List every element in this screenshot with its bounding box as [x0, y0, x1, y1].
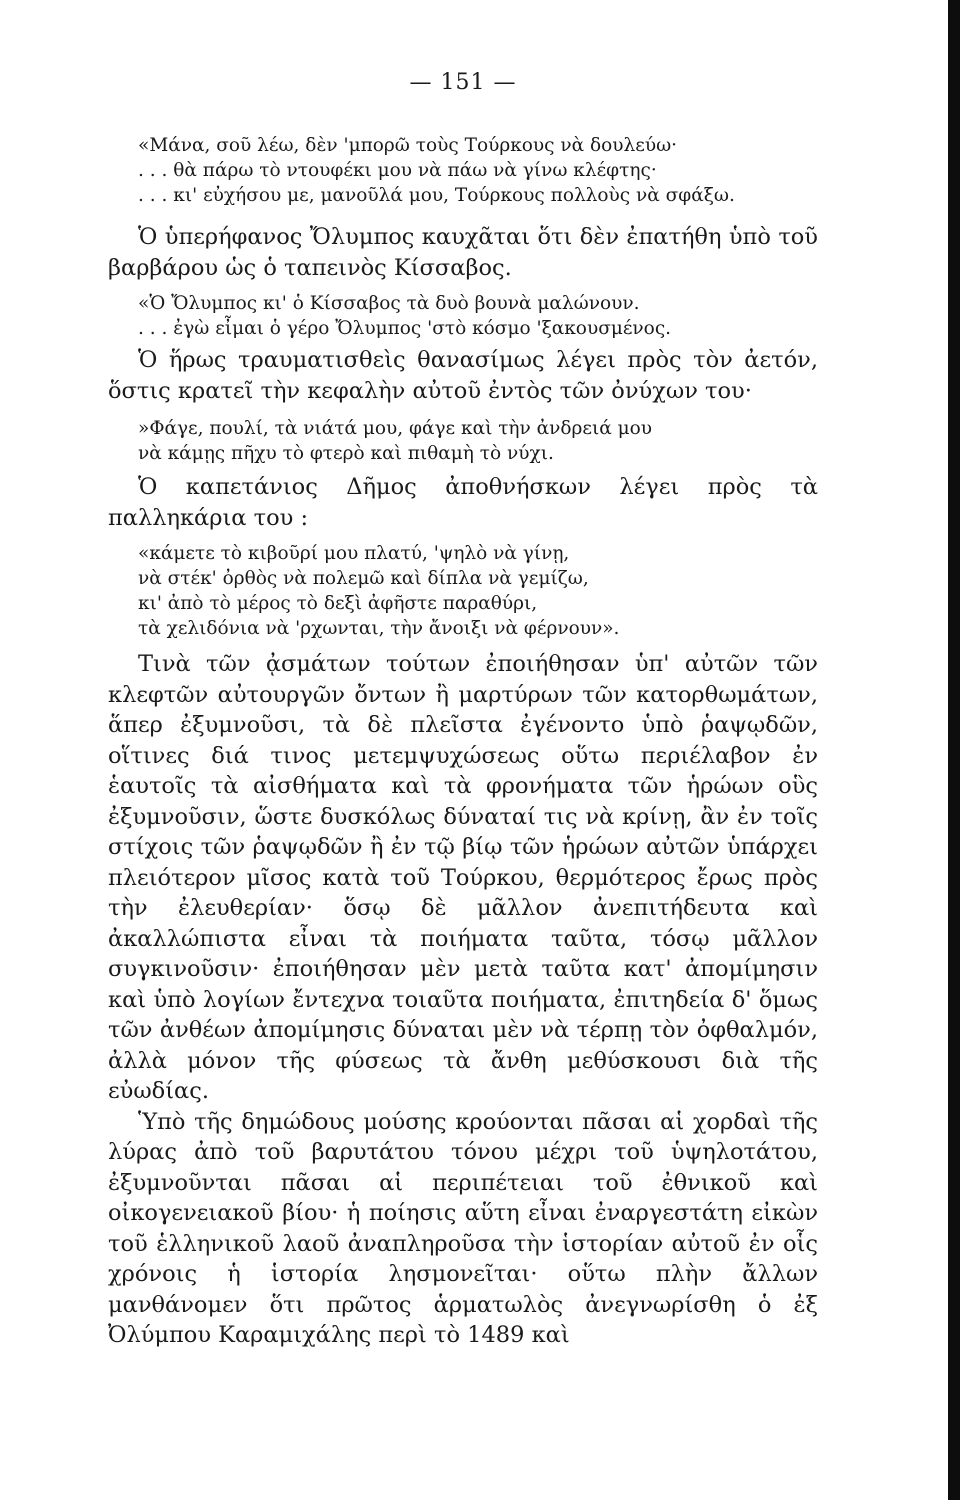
paragraph-captain: Ὁ καπετάνιος Δῆμος ἀποθνήσκων λέγει πρὸς τὰ παλληκάρια του : [108, 474, 818, 531]
verse-line: «Μάνα, σοῦ λέω, δὲν 'μπορῶ τοὺς Τούρκους νὰ δουλεύω· [138, 135, 678, 156]
paragraph-songs: Τινὰ τῶν ᾀσμάτων τούτων ἐποιήθησαν ὑπ' αὐτῶν τῶν κλεφτῶν αὐτουργῶν ὄντων ἢ μαρτύρων τῶν κατορθωμάτων, ἅπερ ἐξυμνοῦσι, τὰ δὲ πλεῖστα ἐγένοντο ὑπὸ ῥαψῳδῶν, οἵτινες διά τινος μετεμψυχώσεως οὕτω περιέλαβον ἐν ἑαυτοῖς τὰ αἰσθήματα καὶ τὰ φρονήματα τῶν ἡρώων οὓς ἐξυμνοῦσιν, ὥστε δυσκόλως δύναταί τις νὰ κρίνῃ, ἂν ἐν τοῖς στίχοις τῶν ῥαψῳδῶν ἢ ἐν τῷ βίῳ τῶν ἡρώων αὐτῶν ὑπάρχει πλειότερον μῖσος κατὰ τοῦ Τούρκου, θερμότερος ἔρως πρὸς τὴν ἐλευθερίαν· ὅσῳ δὲ μᾶλλον ἀνεπιτήδευτα καὶ ἀκαλλώπιστα εἶναι τὰ ποιήματα ταῦτα, τόσῳ μᾶλλον συγκινοῦσιν· ἐποιήθησαν μὲν μετὰ ταῦτα κατ' ἀπομίμησιν καὶ ὑπὸ λογίων ἔντεχνα τοιαῦτα ποιήματα, ἐπιτηδεία δ' ὅμως τῶν ἀνθέων ἀπομίμησις δύναται μὲν νὰ τέρπῃ τὸν ὀφθαλμόν, ἀλλὰ μόνον τῆς φύσεως τὰ ἄνθη μεθύσκουσι διὰ τῆς εὐωδίας. [108, 651, 818, 1104]
verse-line: «Ὁ Ὄλυμπος κι' ὁ Κίσσαβος τὰ δυὸ βουνὰ μαλώνουν. [138, 293, 640, 314]
verse-line: . . . κι' εὐχήσου με, μανοῦλά μου, Τούρκους πολλοὺς νὰ σφάξω. [138, 185, 735, 206]
verse-line: »Φάγε, πουλί, τὰ νιάτά μου, φάγε καὶ τὴν ἀνδρειά μου [138, 418, 653, 439]
verse-line: νὰ στέκ' ὀρθὸς νὰ πολεμῶ καὶ δίπλα νὰ γεμίζω, [138, 568, 589, 589]
verse-line: τὰ χελιδόνια νὰ 'ρχωνται, τὴν ἄνοιξι νὰ φέρνουν». [138, 618, 620, 639]
verse-quote-4 [138, 541, 818, 641]
verse-line: «κάμετε τὸ κιβοῦρί μου πλατύ, 'ψηλὸ νὰ γίνῃ, [138, 543, 570, 564]
scan-edge [948, 0, 960, 1500]
verse-line: . . . θὰ πάρω τὸ ντουφέκι μου νὰ πάω νὰ γίνω κλέφτης· [138, 160, 657, 181]
book-page [108, 70, 818, 1351]
verse-quote-3 [138, 416, 818, 466]
verse-line: . . . ἐγὼ εἶμαι ὁ γέρο Ὄλυμπος 'στὸ κόσμο 'ξακουσμένος. [138, 318, 672, 339]
page-number: — 151 — [409, 70, 517, 95]
verse-line: νὰ κάμῃς πῆχυ τὸ φτερὸ καὶ πιθαμὴ τὸ νύχι. [138, 443, 554, 464]
paragraph-olympus: Ὁ ὑπερήφανος Ὄλυμπος καυχᾶται ὅτι δὲν ἐπατήθη ὑπὸ τοῦ βαρβάρου ὡς ὁ ταπεινὸς Κίσσαβος. [108, 224, 818, 281]
verse-quote-2 [138, 291, 818, 341]
verse-quote-1 [138, 133, 818, 208]
verse-line: κι' ἀπὸ τὸ μέρος τὸ δεξὶ ἀφῆστε παραθύρι, [138, 593, 538, 614]
paragraph-hero: Ὁ ἥρως τραυματισθεὶς θανασίμως λέγει πρὸς τὸν ἀετόν, ὅστις κρατεῖ τὴν κεφαλὴν αὐτοῦ ἐντὸς τῶν ὀνύχων του· [108, 347, 818, 404]
paragraph-muse: Ὑπὸ τῆς δημώδους μούσης κρούονται πᾶσαι αἱ χορδαὶ τῆς λύρας ἀπὸ τοῦ βαρυτάτου τόνου μέχρι τοῦ ὑψηλοτάτου, ἐξυμνοῦνται πᾶσαι αἱ περιπέτειαι τοῦ ἐθνικοῦ καὶ οἰκογενειακοῦ βίου· ἡ ποίησις αὕτη εἶναι ἐναργεστάτη εἰκὼν τοῦ ἑλληνικοῦ λαοῦ ἀναπληροῦσα τὴν ἱστορίαν αὐτοῦ ἐν οἷς χρόνοις ἡ ἱστορία λησμονεῖται· οὕτω πλὴν ἄλλων μανθάνομεν ὅτι πρῶτος ἁρματωλὸς ἀνεγνωρίσθη ὁ ἐξ Ὀλύμπου Καραμιχάλης περὶ τὸ 1489 καὶ [108, 1108, 818, 1348]
